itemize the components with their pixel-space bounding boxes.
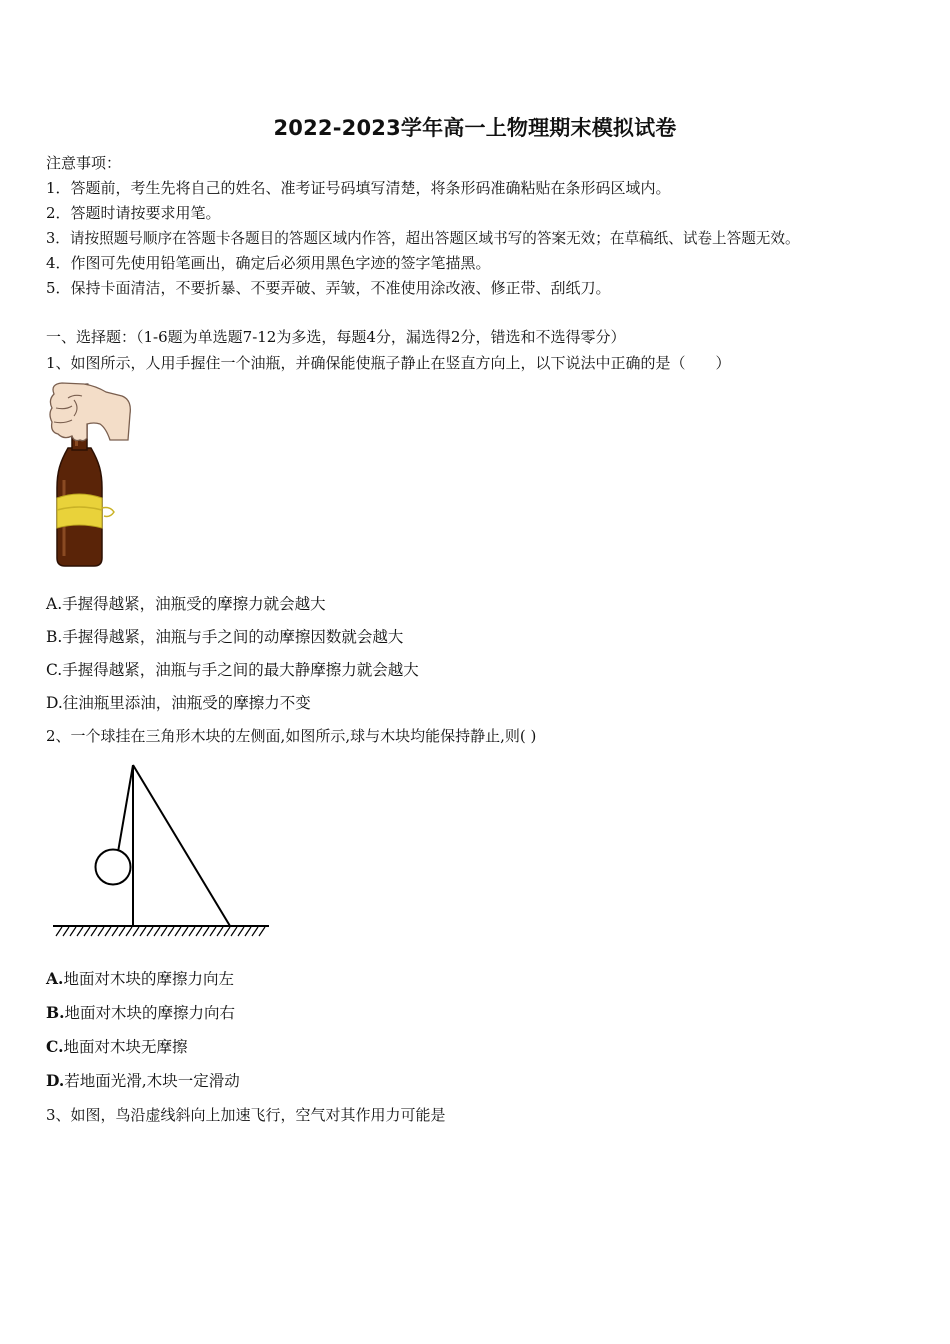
option-text: 若地面光滑,木块一定滑动	[64, 1072, 240, 1090]
question-2-option-c	[46, 1035, 187, 1057]
question-1-stem: 1、如图所示，人用手握住一个油瓶，并确保能使瓶子静止在竖直方向上，以下说法中正确的是（ ）	[46, 354, 731, 372]
option-letter: A.	[46, 969, 64, 988]
oil-bottle-figure	[44, 380, 136, 572]
option-letter: D.	[46, 1071, 65, 1090]
option-text: 地面对木块的摩擦力向左	[63, 970, 234, 988]
section-heading: 一、选择题：（1-6题为单选题7-12为多选，每题4分，漏选得2分，错选和不选得零分）	[46, 328, 626, 346]
question-2-option-d	[46, 1069, 240, 1091]
question-2-option-a	[46, 967, 234, 989]
question-1-option-b: B.手握得越紧，油瓶与手之间的动摩擦因数就会越大	[46, 628, 404, 646]
notice-item: 4．作图可先使用铅笔画出，确定后必须用黑色字迹的签字笔描黑。	[46, 254, 491, 272]
notice-item: 1．答题前，考生先将自己的姓名、准考证号码填写清楚，将条形码准确粘贴在条形码区域内。	[46, 179, 671, 197]
question-1-option-c: C.手握得越紧，油瓶与手之间的最大静摩擦力就会越大	[46, 661, 419, 679]
option-letter: C.	[46, 1037, 64, 1056]
question-1-option-a: A.手握得越紧，油瓶受的摩擦力就会越大	[46, 595, 326, 613]
question-2-stem: 2、一个球挂在三角形木块的左侧面,如图所示,球与木块均能保持静止,则( )	[46, 727, 537, 745]
question-3-stem: 3、如图，鸟沿虚线斜向上加速飞行，空气对其作用力可能是	[46, 1106, 446, 1124]
notice-heading: 注意事项：	[46, 154, 122, 172]
ball-block-figure	[44, 758, 276, 942]
question-1-option-d: D.往油瓶里添油，油瓶受的摩擦力不变	[46, 694, 311, 712]
page-title: 2022-2023学年高一上物理期末模拟试卷	[273, 116, 677, 140]
notice-item: 3．请按照题号顺序在答题卡各题目的答题区域内作答，超出答题区域书写的答案无效；在草稿纸、试卷上答题无效。	[46, 230, 800, 247]
option-text: 地面对木块无摩擦	[63, 1038, 188, 1056]
question-2-option-b	[46, 1001, 235, 1023]
option-letter: B.	[46, 1003, 65, 1022]
notice-item: 5．保持卡面清洁，不要折暴、不要弄破、弄皱，不准使用涂改液、修正带、刮纸刀。	[46, 279, 611, 297]
option-text: 地面对木块的摩擦力向右	[64, 1004, 236, 1022]
notice-item: 2．答题时请按要求用笔。	[46, 204, 221, 222]
